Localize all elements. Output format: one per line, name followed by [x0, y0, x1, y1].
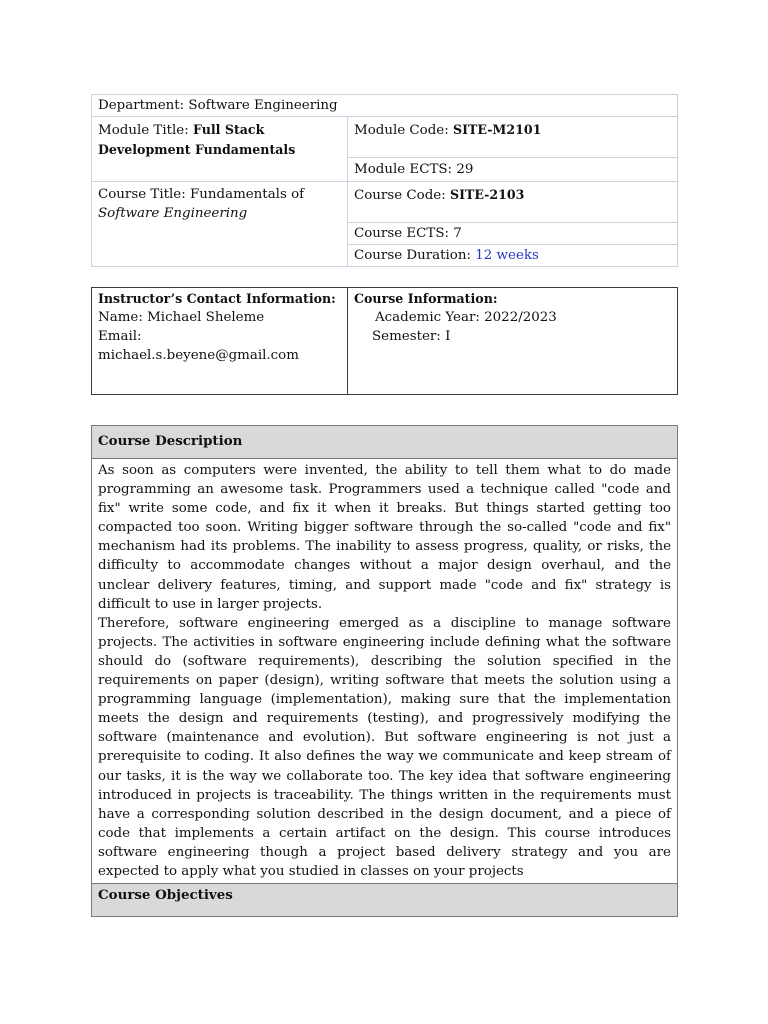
module-title-cell: [92, 117, 348, 182]
semester: Semester: I: [372, 329, 451, 344]
course-ects-label: Course ECTS:: [354, 226, 450, 241]
contact-table: [91, 287, 678, 395]
course-description-heading: Course Description: [92, 426, 678, 459]
academic-year: Academic Year: 2022/2023: [375, 310, 557, 325]
department-label: Department:: [98, 98, 185, 113]
module-ects-label: Module ECTS:: [354, 162, 453, 177]
course-info-heading: Course Information:: [354, 291, 498, 306]
instructor-cell: [92, 288, 348, 395]
course-code-cell: [348, 182, 678, 223]
course-title-cell: [92, 182, 348, 267]
description-paragraph: Therefore, software engineering emerged as a discipline to manage software projects. The activities in software engineering include defining what the software should do (software requirements), describing the solution specified in the requirements on paper (design), writing software that meets the solution using a programming language (implementation), making sure that the implementation meets the design and requirements (testing), and progressively modifying the software (maintenance and evolution). But software engineering is not just a prerequisite to coding. It also defines the way we communicate and keep stream of our tasks, it is the way we collaborate too. The key idea that software engineering introduced in projects is traceability. The things written in the requirements must have a corresponding solution described in the design document, and a piece of code that implements a certain artifact on the design. This course introduces software engineering though a project based delivery strategy and you are expected to apply what you studied in classes on your projects: [98, 615, 671, 879]
description-paragraph: As soon as computers were invented, the ability to tell them what to do made programming an awesome task. Programmers used a technique called "code and fix" write some code, and fix it when it breaks. But things started getting too compacted too soon. Writing bigger software through the so-called "code and fix" mechanism had its problems. The inability to assess progress, quality, or risks, the difficulty to accommodate changes without a major design overhaul, and the unclear delivery features, timing, and support made "code and fix" strategy is difficult to use in larger projects.: [98, 463, 671, 612]
course-info-cell: [348, 288, 678, 395]
course-title-value-2: Software Engineering: [98, 206, 248, 221]
course-code-value: SITE-2103: [449, 187, 525, 202]
module-ects-cell: [348, 158, 678, 182]
course-description-table: [91, 425, 678, 917]
module-code-label: Module Code:: [354, 123, 449, 138]
department-cell: [92, 95, 678, 117]
course-objectives-heading: Course Objectives: [92, 884, 678, 917]
course-title-label: Course Title:: [98, 187, 186, 202]
module-code-value: SITE-M2101: [453, 122, 542, 137]
module-title-value: Full Stack Development Fundamentals: [98, 122, 296, 157]
instructor-name: Name: Michael Sheleme: [98, 310, 265, 325]
module-ects-value: 29: [456, 162, 474, 177]
course-code-label: Course Code:: [354, 188, 446, 203]
course-description-body: [92, 459, 678, 884]
module-code-cell: [348, 117, 678, 158]
course-duration-label: Course Duration:: [354, 248, 471, 263]
instructor-email: Email: michael.s.beyene@gmail.com: [98, 329, 299, 363]
department-value: Software Engineering: [188, 98, 338, 113]
course-ects-cell: [348, 223, 678, 245]
instructor-heading: Instructor’s Contact Information:: [98, 291, 336, 306]
course-header-table: [91, 94, 678, 267]
module-title-label: Module Title:: [98, 123, 189, 138]
course-duration-cell: [348, 245, 678, 267]
course-title-value-1: Fundamentals of: [189, 187, 305, 202]
course-ects-value: 7: [453, 226, 462, 241]
course-duration-value: 12 weeks: [475, 248, 539, 263]
